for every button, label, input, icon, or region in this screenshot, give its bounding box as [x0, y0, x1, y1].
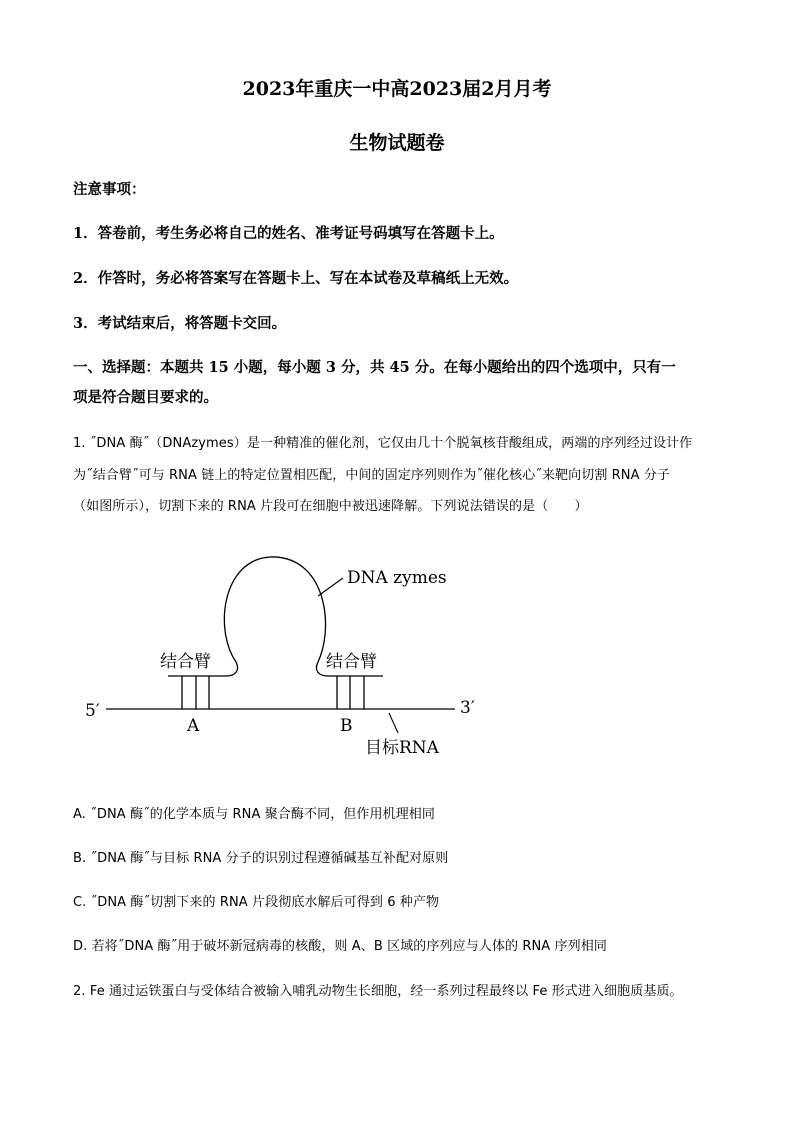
option-a: A. ˝DNA 酶˝的化学本质与 RNA 聚合酶不同，但作用机理相同 [73, 807, 436, 822]
page-subtitle: 生物试题卷 [349, 132, 445, 154]
notice-heading: 注意事项： [73, 181, 146, 198]
notice-item: 2．作答时，务必将答案写在答题卡上、写在本试卷及草稿纸上无效。 [73, 270, 519, 287]
section-heading-cont: 项是符合题目要求的。 [73, 389, 218, 406]
three-prime-end: 3′ [460, 698, 475, 718]
region-a-label: A [187, 716, 200, 736]
target-rna-pointer [389, 713, 398, 733]
option-c: C. ˝DNA 酶˝切割下来的 RNA 片段彻底水解后可得到 6 种产物 [73, 895, 440, 910]
question-1-stem: 为˝结合臂˝可与 RNA 链上的特定位置相匹配，中间的固定序列则作为˝催化核心˝来靶向切割 RNA 分子 [73, 468, 671, 483]
notice-item: 3．考试结束后，将答题卡交回。 [73, 315, 287, 332]
dnazyme-pointer [318, 578, 343, 596]
section-heading: 一、选择题：本题共 15 小题，每小题 3 分，共 45 分。在每小题给出的四个选项中，只有一 [73, 359, 676, 376]
question-1-stem: （如图所示），切割下来的 RNA 片段可在细胞中被迅速降解。下列说法错误的是（ ） [73, 499, 588, 514]
binding-arm-label-right: 结合臂 [326, 652, 377, 672]
question-1-stem: 1. ˝DNA 酶˝（DNAzymes）是一种精准的催化剂，它仅由几十个脱氧核苷酸组成，两端的序列经过设计作 [73, 436, 693, 451]
question-2-stem: 2. Fe 通过运铁蛋白与受体结合被输入哺乳动物生长细胞，经一系列过程最终以 Fe 形式进入细胞质基质。 [73, 984, 683, 999]
page-title: 2023年重庆一中高2023届2月月考 [242, 78, 552, 100]
notice-item: 1．答卷前，考生务必将自己的姓名、准考证号码填写在答题卡上。 [73, 225, 504, 242]
region-b-label: B [340, 716, 353, 736]
binding-arm-label-left: 结合臂 [160, 652, 211, 672]
option-b: B. ˝DNA 酶˝与目标 RNA 分子的识别过程遵循碱基互补配对原则 [73, 851, 449, 866]
dnazyme-label: DNA zymes [347, 568, 447, 588]
target-rna-label: 目标RNA [365, 738, 439, 758]
five-prime-end: 5′ [85, 701, 100, 721]
option-d: D. 若将˝DNA 酶˝用于破坏新冠病毒的核酸，则 A、B 区域的序列应与人体的 RNA 序列相同 [73, 939, 607, 954]
